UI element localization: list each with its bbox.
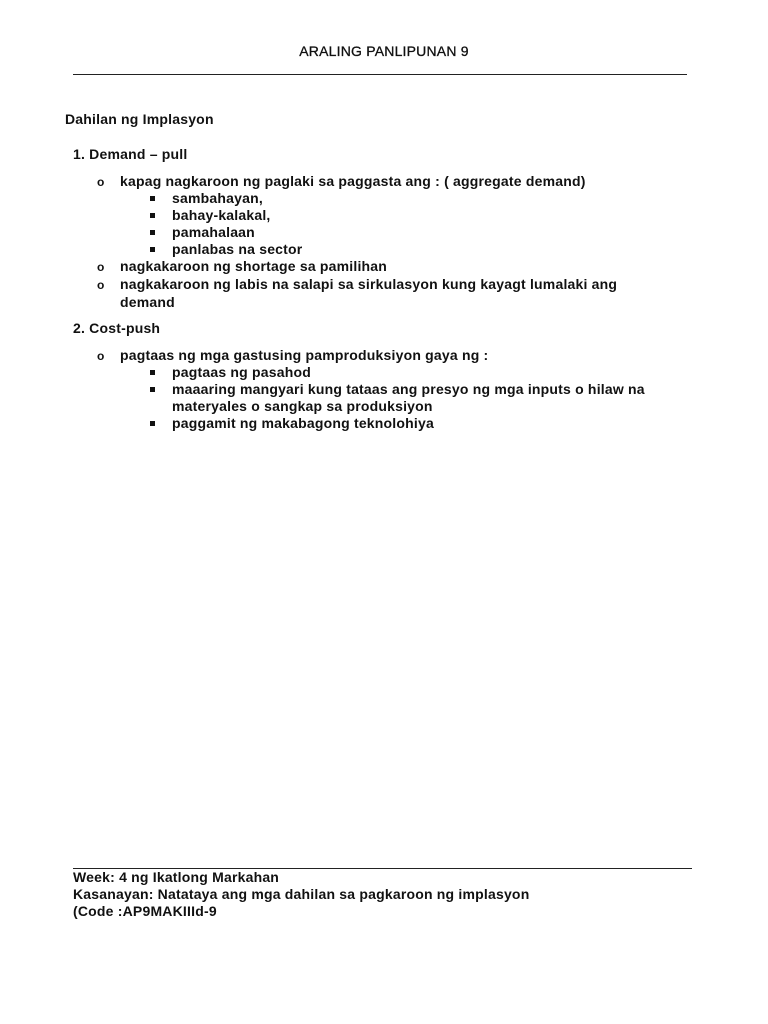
sub-point-text: paggamit ng makabagong teknolohiya	[172, 415, 434, 431]
circle-bullet-icon: o	[97, 260, 105, 274]
sub-point-text: sambahayan,	[172, 190, 263, 206]
point-text-continued: demand	[120, 294, 175, 310]
square-bullet-icon	[150, 230, 155, 235]
square-bullet-icon	[150, 370, 155, 375]
circle-bullet-icon: o	[97, 349, 105, 363]
point-text: nagkakaroon ng shortage sa pamilihan	[120, 258, 388, 274]
header-divider	[73, 74, 687, 75]
section-heading: Dahilan ng Implasyon	[65, 111, 214, 127]
square-bullet-icon	[150, 196, 155, 201]
sub-point-text: panlabas na sector	[172, 241, 303, 257]
square-bullet-icon	[150, 213, 155, 218]
item-cost-push-label: 2. Cost-push	[73, 320, 161, 336]
footer-code: (Code :AP9MAKIIId-9	[73, 903, 217, 919]
point-text: nagkakaroon ng labis na salapi sa sirkulasyon kung kayagt lumalaki ang	[120, 276, 618, 292]
footer-week: Week: 4 ng Ikatlong Markahan	[73, 869, 280, 885]
circle-bullet-icon: o	[97, 278, 105, 292]
footer-skill: Kasanayan: Natataya ang mga dahilan sa pagkaroon ng implasyon	[73, 886, 530, 902]
document-title: ARALING PANLIPUNAN 9	[299, 43, 469, 59]
sub-point-text: maaaring mangyari kung tataas ang presyo ng mga inputs o hilaw na	[172, 381, 645, 397]
sub-point-text: bahay-kalakal,	[172, 207, 271, 223]
point-text: pagtaas ng mga gastusing pamproduksiyon gaya ng :	[120, 347, 489, 363]
item-demand-pull-label: 1. Demand – pull	[73, 146, 188, 162]
sub-point-text-continued: materyales o sangkap sa produksiyon	[172, 398, 433, 414]
point-text: kapag nagkaroon ng paglaki sa paggasta ang : ( aggregate demand)	[120, 173, 586, 189]
square-bullet-icon	[150, 387, 155, 392]
circle-bullet-icon: o	[97, 175, 105, 189]
square-bullet-icon	[150, 421, 155, 426]
square-bullet-icon	[150, 247, 155, 252]
sub-point-text: pagtaas ng pasahod	[172, 364, 311, 380]
sub-point-text: pamahalaan	[172, 224, 255, 240]
